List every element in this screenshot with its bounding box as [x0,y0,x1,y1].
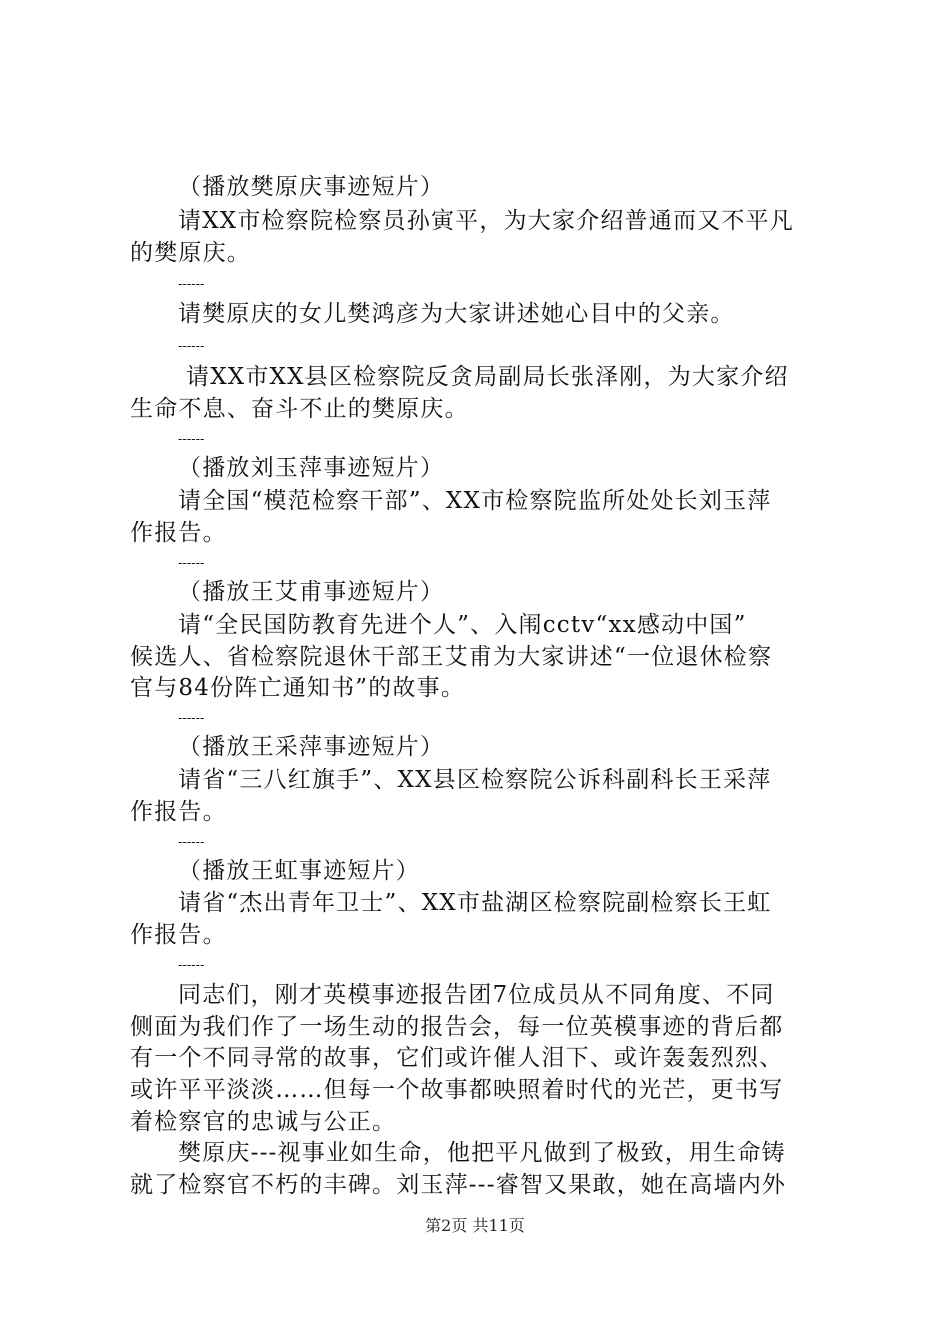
text-line: 官与84份阵亡通知书”的故事。 [130,675,466,701]
text-line: 的樊原庆。 [130,240,251,266]
separator-line: ------ [178,277,205,292]
text-line: 就了检察官不朽的丰碑。刘玉萍---睿智又果敢，她在高墙内外 [130,1172,787,1198]
text-line: 请全国“模范检察干部”、XX市检察院监所处处长刘玉萍 [178,488,772,514]
text-line: 或许平平淡淡……但每一个故事都映照着时代的光芒，更书写 [130,1077,784,1103]
text-line: （播放王虹事迹短片） [178,858,420,884]
text-line: 同志们，刚才英模事迹报告团7位成员从不同角度、不同 [178,982,775,1008]
text-line: 作报告。 [130,799,227,825]
separator-line: ------ [178,835,205,850]
text-line: 生命不息、奋斗不止的樊原庆。 [130,396,469,422]
text-line: 樊原庆---视事业如生命，他把平凡做到了极致，用生命铸 [178,1140,786,1166]
text-line: 请XX市XX县区检察院反贪局副局长张泽刚，为大家介绍 [186,364,789,390]
text-line: （播放王艾甫事迹短片） [178,579,445,605]
text-line: （播放王采萍事迹短片） [178,734,445,760]
separator-line: ------ [178,432,205,447]
text-line: 有一个不同寻常的故事，它们或许催人泪下、或许轰轰烈烈、 [130,1045,784,1071]
text-line: 侧面为我们作了一场生动的报告会，每一位英模事迹的背后都 [130,1014,784,1040]
text-line: 请樊原庆的女儿樊鸿彦为大家讲述她心目中的父亲。 [178,301,735,327]
text-line: 候选人、省检察院退休干部王艾甫为大家讲述“一位退休检察 [130,644,773,670]
text-line: 着检察官的忠诚与公正。 [130,1109,397,1135]
page-number: 第2页 共11页 [425,1216,525,1235]
text-line: 请省“杰出青年卫士”、XX市盐湖区检察院副检察长王虹 [178,890,772,916]
text-line: 请XX市检察院检察员孙寅平，为大家介绍普通而又不平凡 [178,208,794,234]
separator-line: ------ [178,958,205,973]
text-line: 请省“三八红旗手”、XX县区检察院公诉科副科长王采萍 [178,767,772,793]
text-line: 作报告。 [130,922,227,948]
text-line: 请“全民国防教育先进个人”、入闱cctv“xx感动中国” [178,612,747,638]
text-line: （播放刘玉萍事迹短片） [178,455,445,481]
text-line: （播放樊原庆事迹短片） [178,174,445,200]
text-line: 作报告。 [130,520,227,546]
separator-line: ------ [178,339,205,354]
separator-line: ------ [178,711,205,726]
separator-line: ------ [178,556,205,571]
